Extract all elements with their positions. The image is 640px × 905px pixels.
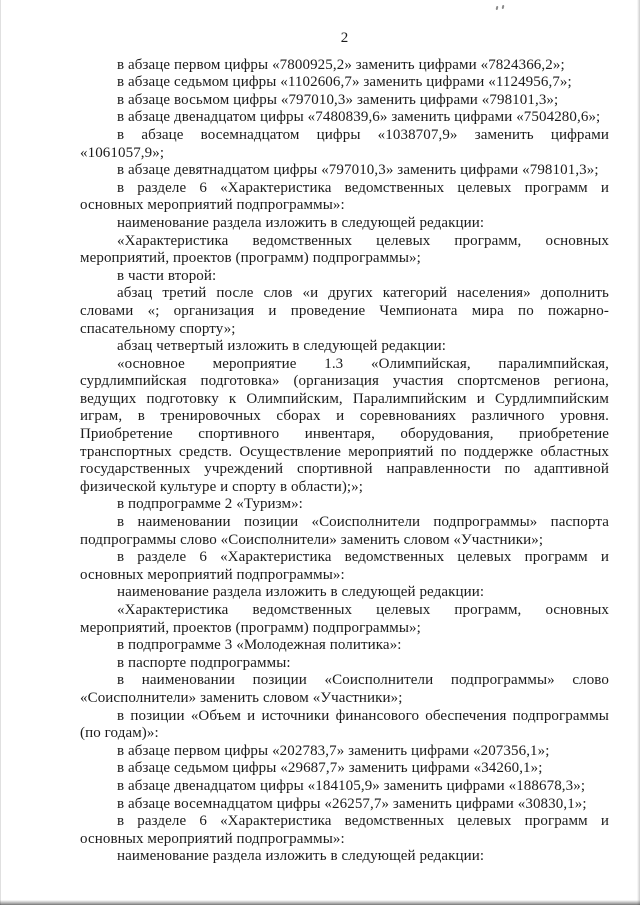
paragraph: в наименовании позиции «Соисполнители подпрограммы» паспорта подпрограммы слово «Соисполнители» заменить словом «Участники»; — [80, 514, 609, 548]
paragraph: «основное мероприятие 1.3 «Олимпийская, паралимпийская, сурдлимпийская подготовка» (организация участия спортсменов региона, ведущих подготовку к Олимпийским, Паралимпийским и Сурдлимпийским играм, в тренировочных сборах и соревнованиях различного уровня. Приобретение спортивного инвентаря, оборудования, приобретение транспортных средств. Осуществление мероприятий по поддержке областных государственных учреждений спортивной направленности по адаптивной физической культуре и спорту в области);»; — [80, 355, 609, 495]
text-block — [80, 30, 609, 866]
paragraph: в абзаце седьмом цифры «1102606,7» заменить цифрами «1124956,7»; — [117, 74, 572, 91]
paragraph: в подпрограмме 2 «Туризм»: — [117, 496, 303, 513]
page-number: 2 — [340, 30, 349, 46]
paragraph: в наименовании позиции «Соисполнители подпрограммы» слово «Соисполнители» заменить словом «Участники»; — [80, 672, 609, 706]
paragraph: в разделе 6 «Характеристика ведомственных целевых программ и основных мероприятий подпрограммы»: — [80, 813, 609, 847]
paragraph: в разделе 6 «Характеристика ведомственных целевых программ и основных мероприятий подпрограммы»: — [80, 179, 609, 214]
paragraph: в абзаце девятнадцатом цифры «797010,3» заменить цифрами «798101,3»; — [117, 162, 599, 179]
paragraph: в абзаце восемнадцатом цифры «26257,7» заменить цифрами «30830,1»; — [117, 795, 587, 812]
paragraph: в разделе 6 «Характеристика ведомственных целевых программ и основных мероприятий подпрограммы»: — [80, 549, 609, 583]
paragraph: наименование раздела изложить в следующей редакции: — [117, 214, 485, 231]
paragraph: в части второй: — [117, 267, 217, 284]
paragraph: наименование раздела изложить в следующей редакции: — [117, 584, 485, 601]
paragraph: в абзаце седьмом цифры «29687,7» заменить цифрами «34260,1»; — [117, 760, 543, 777]
paragraph: «Характеристика ведомственных целевых программ, основных мероприятий, проектов (программ) подпрограммы»; — [80, 232, 609, 267]
paragraph: в позиции «Объем и источники финансового обеспечения подпрограммы (по годам)»: — [80, 707, 609, 742]
paragraph: абзац третий после слов «и других категорий населения» дополнить словами «; организация и проведение Чемпионата мира по пожарно-спасательному спорту»; — [80, 285, 609, 337]
paragraph: в паспорте подпрограммы: — [117, 654, 291, 671]
paragraph: «Характеристика ведомственных целевых программ, основных мероприятий, проектов (программ) подпрограммы»; — [80, 602, 609, 636]
scan-speck — [496, 6, 499, 10]
scan-speck — [502, 5, 505, 9]
paragraph: в абзаце восемнадцатом цифры «1038707,9» заменить цифрами «1061057,9»; — [80, 126, 609, 161]
paragraph: в абзаце первом цифры «202783,7» заменить цифрами «207356,1»; — [117, 742, 550, 759]
scan-edge-left — [0, 0, 1, 905]
paragraph: в абзаце восьмом цифры «797010,3» заменить цифрами «798101,3»; — [117, 91, 559, 108]
paragraph: в абзаце двенадцатом цифры «184105,9» заменить цифрами «188678,3»; — [117, 777, 586, 794]
paragraph: в абзаце первом цифры «7800925,2» заменить цифрами «7824366,2»; — [117, 56, 565, 73]
paragraph: абзац четвертый изложить в следующей редакции: — [117, 338, 447, 355]
scan-edge-bottom — [0, 900, 640, 905]
paragraph: в абзаце двенадцатом цифры «7480839,6» заменить цифрами «7504280,6»; — [117, 109, 601, 126]
paragraph: наименование раздела изложить в следующей редакции: — [117, 848, 485, 865]
paragraph: в подпрограмме 3 «Молодежная политика»: — [117, 637, 402, 654]
